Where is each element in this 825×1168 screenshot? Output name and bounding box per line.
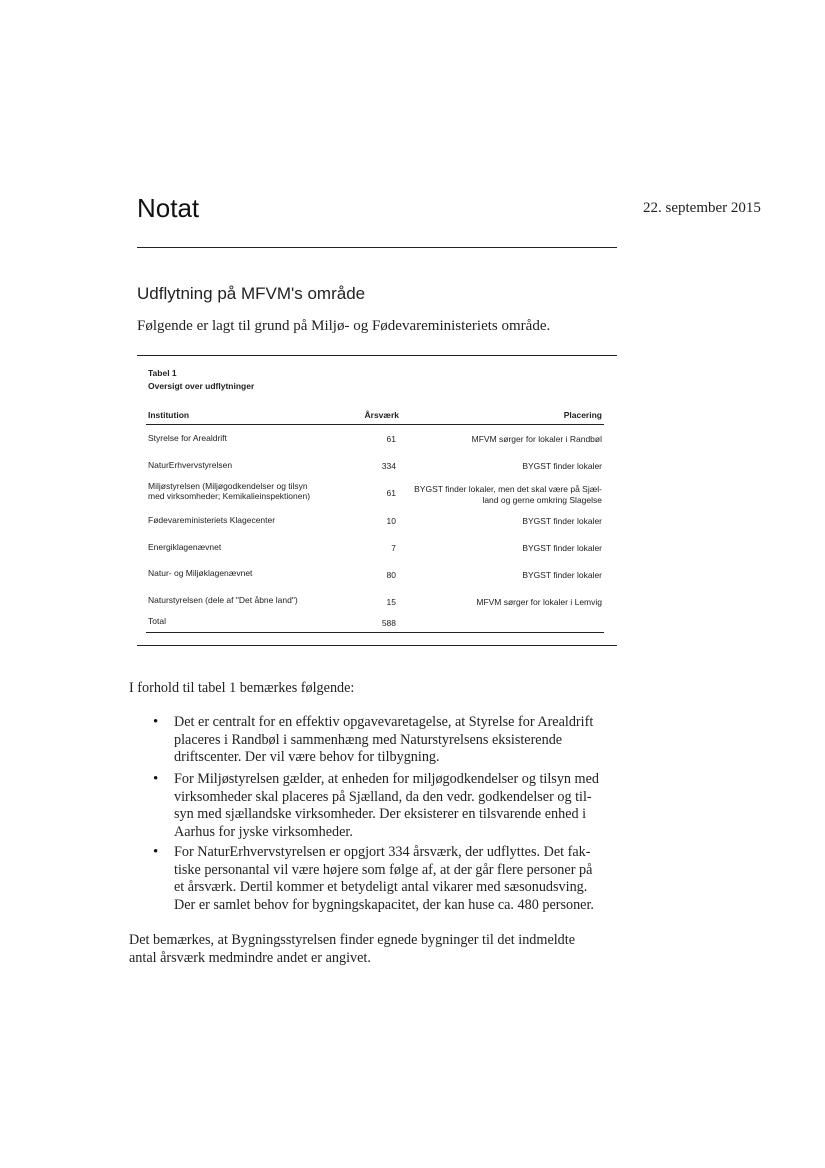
table-row-institution: Energiklagenævnet — [148, 542, 222, 552]
table-row-institution-cont: med virksomheder; Kemikalieinspektionen) — [148, 491, 311, 501]
table-row-aarsvaerk: 15 — [386, 597, 396, 607]
bullet-marker: • — [153, 771, 159, 787]
bullet-item — [174, 714, 593, 767]
total-label: Total — [148, 616, 166, 626]
table-row-aarsvaerk: 80 — [386, 570, 396, 580]
closing-line: antal årsværk medmindre andet er angivet. — [129, 949, 371, 966]
table-row-placering: BYGST finder lokaler, men det skal være på Sjæl- — [414, 484, 602, 494]
document-date: 22. september 2015 — [643, 200, 761, 216]
column-header-aarsvaerk: Årsværk — [364, 410, 399, 420]
bullet-line: Det er centralt for en effektiv opgavevaretagelse, at Styrelse for Arealdrift — [174, 714, 594, 730]
section-heading: Udflytning på MFVM's område — [137, 284, 366, 303]
bullet-marker: • — [153, 714, 159, 730]
table-row-aarsvaerk: 7 — [391, 543, 396, 553]
bullet-line: Aarhus for jyske virksomheder. — [174, 823, 353, 840]
column-header-placering: Placering — [563, 410, 602, 420]
closing-line: Det bemærkes, at Bygningsstyrelsen finder egnede bygninger til det indmeldte — [129, 932, 576, 948]
table-row-aarsvaerk: 61 — [386, 434, 396, 444]
table-row-placering: MFVM sørger for lokaler i Randbøl — [471, 434, 602, 444]
title-divider — [137, 247, 617, 248]
bullet-marker: • — [153, 844, 159, 860]
table-row-aarsvaerk: 61 — [386, 488, 396, 498]
total-value: 588 — [381, 618, 396, 628]
table-row-institution: Styrelse for Arealdrift — [148, 433, 227, 443]
bullet-line: driftscenter. Der vil være behov for tilbygning. — [174, 749, 440, 766]
table-row-placering: BYGST finder lokaler — [522, 570, 602, 580]
table-row-placering: MFVM sørger for lokaler i Lemvig — [476, 597, 602, 607]
table-row-placering: BYGST finder lokaler — [522, 516, 602, 526]
bullet-line: placeres i Randbøl i sammenhæng med Naturstyrelsens eksisterende — [174, 731, 563, 748]
table-row-institution: Fødevareministeriets Klagecenter — [148, 515, 276, 525]
bullet-line: virksomheder skal placeres på Sjælland, da den vedr. godkendelser og til- — [174, 788, 592, 805]
remarks-lead: I forhold til tabel 1 bemærkes følgende: — [129, 680, 355, 696]
bullet-item — [174, 771, 599, 841]
column-header-institution: Institution — [148, 410, 190, 420]
bullet-line: tiske personantal vil være højere som følge af, at der går flere personer på — [174, 861, 593, 878]
table-top-rule — [137, 355, 617, 356]
document-title: Notat — [137, 193, 200, 223]
table-label: Tabel 1 — [148, 368, 177, 378]
bullet-line: et årsværk. Dertil kommer et betydeligt antal vikarer med sæsonudsving. — [174, 879, 588, 896]
table-row-aarsvaerk: 334 — [381, 461, 396, 471]
table-row-aarsvaerk: 10 — [386, 516, 396, 526]
total-rule — [146, 632, 604, 633]
table-header-rule — [146, 424, 604, 425]
table-row-institution: Natur- og Miljøklagenævnet — [148, 568, 253, 578]
bullet-line: Der er samlet behov for bygningskapacitet, der kan huse ca. 480 personer. — [174, 896, 594, 913]
bullet-line: For NaturErhvervstyrelsen er opgjort 334 årsværk, der udflyttes. Det fak- — [174, 844, 591, 860]
bullet-line: For Miljøstyrelsen gælder, at enheden for miljøgodkendelser og tilsyn med — [174, 771, 599, 787]
table-row-institution: Naturstyrelsen (dele af "Det åbne land") — [148, 595, 298, 605]
table-row-placering: BYGST finder lokaler — [522, 543, 602, 553]
intro-text: Følgende er lagt til grund på Miljø- og Fødevareministeriets område. — [137, 318, 551, 334]
bullet-line: syn med sjællandske virksomheder. Der eksisterer en tilsvarende enhed i — [174, 806, 587, 823]
closing-paragraph — [129, 932, 575, 967]
table-row-placering-cont: land og gerne omkring Slagelse — [482, 495, 602, 505]
table-row-institution: NaturErhvervstyrelsen — [148, 460, 233, 470]
table-bottom-rule — [137, 645, 617, 646]
bullet-item — [174, 844, 594, 914]
table-caption: Oversigt over udflytninger — [148, 381, 255, 391]
table-row-placering: BYGST finder lokaler — [522, 461, 602, 471]
table-row-institution: Miljøstyrelsen (Miljøgodkendelser og tilsyn — [148, 481, 308, 491]
